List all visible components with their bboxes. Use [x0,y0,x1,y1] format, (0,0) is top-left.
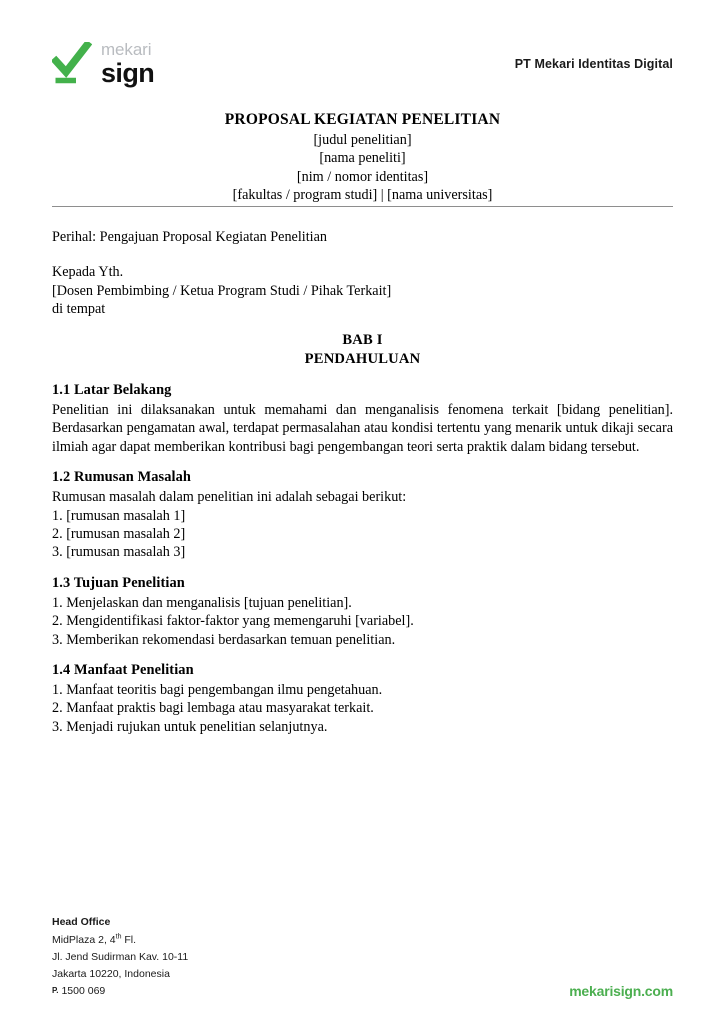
section-heading-1-1: 1.1 Latar Belakang [52,382,172,399]
chapter-name: PENDAHULUAN [304,351,421,368]
footer-address-line-1 [52,932,188,949]
list-item: 3. [rumusan masalah 3] [52,544,186,561]
list-item: 2. [rumusan masalah 2] [52,526,186,543]
title-subline-nim: [nim / nomor identitas] [296,168,429,185]
chapter-block [52,331,673,370]
section-rumusan-masalah [52,468,673,562]
document-body [52,228,673,736]
section-heading-1-4: 1.4 Manfaat Penelitian [52,662,194,678]
section-latar-belakang [52,381,673,456]
mekari-sign-logo [52,41,154,87]
list-item: 2. Manfaat praktis bagi lembaga atau masyarakat terkait. [52,700,374,717]
section-heading-1-2: 1.2 Rumusan Masalah [52,469,192,486]
footer-address-line-3: Jakarta 10220, Indonesia [52,968,170,980]
section-heading-1-3: 1.3 Tujuan Penelitian [52,574,185,591]
footer-address-line-2: Jl. Jend Sudirman Kav. 10-11 [52,951,189,963]
footer-office-title: Head Office [52,916,111,928]
title-subline-peneliti: [nama peneliti] [319,150,406,167]
document-footer [52,914,673,1000]
document-header [52,36,673,92]
footer-address-building: MidPlaza 2, 4 [52,934,116,946]
section-intro-1-2: Rumusan masalah dalam penelitian ini adalah sebagai berikut: [52,489,407,506]
footer-phone-prefix: P. [52,986,59,995]
list-item: 3. Memberikan rekomendasi berdasarkan temuan penelitian. [52,631,396,648]
logo-word-sign: sign [101,58,155,88]
list-item: 1. [rumusan masalah 1] [52,507,186,524]
footer-address-floor: Fl. [121,934,137,946]
logo-wordmark [101,41,154,87]
list-item: 1. Menjelaskan dan menganalisis [tujuan penelitian]. [52,594,352,611]
section-manfaat-penelitian [52,661,673,736]
footer-phone [52,983,188,1000]
green-check-underline-icon [52,42,92,86]
footer-phone-number: 1500 069 [61,985,106,997]
letter-recipient-place: di tempat [52,301,106,318]
title-subline-judul: [judul penelitian] [313,131,412,148]
letter-salutation: Kepada Yth. [52,264,124,281]
section-tujuan-penelitian [52,574,673,649]
footer-address-ordinal: th [115,933,122,941]
list-item: 3. Menjadi rujukan untuk penelitian selanjutnya. [52,718,328,735]
title-block [52,110,673,205]
logo-word-mekari: mekari [101,40,152,59]
company-name: PT Mekari Identitas Digital [514,57,673,71]
list-item: 2. Mengidentifikasi faktor-faktor yang memengaruhi [variabel]. [52,613,414,630]
title-subline-fakultas: [fakultas / program studi] | [nama universitas] [232,187,493,204]
footer-address-block [52,914,188,1000]
chapter-number: BAB I [342,331,383,348]
letter-subject: Perihal: Pengajuan Proposal Kegiatan Penelitian [52,229,328,245]
footer-website-link[interactable]: mekarisign.com [569,983,673,999]
section-paragraph-1-1: Penelitian ini dilaksanakan untuk memahami dan menganalisis fenomena terkait [bidang penelitian]. Berdasarkan pengamatan awal, terdapat permasalahan atau kondisi tertentu yang menarik untuk dikaji secara ilmiah agar dapat memberikan kontribusi bagi pengembangan teori serta praktik dalam bidang tersebut. [52,402,673,455]
letter-recipient-block [52,263,673,318]
letter-recipient: [Dosen Pembimbing / Ketua Program Studi / Pihak Terkait] [52,282,392,299]
header-divider [52,206,673,207]
list-item: 1. Manfaat teoritis bagi pengembangan ilmu pengetahuan. [52,681,383,698]
page-title: PROPOSAL KEGIATAN PENELITIAN [224,111,501,128]
